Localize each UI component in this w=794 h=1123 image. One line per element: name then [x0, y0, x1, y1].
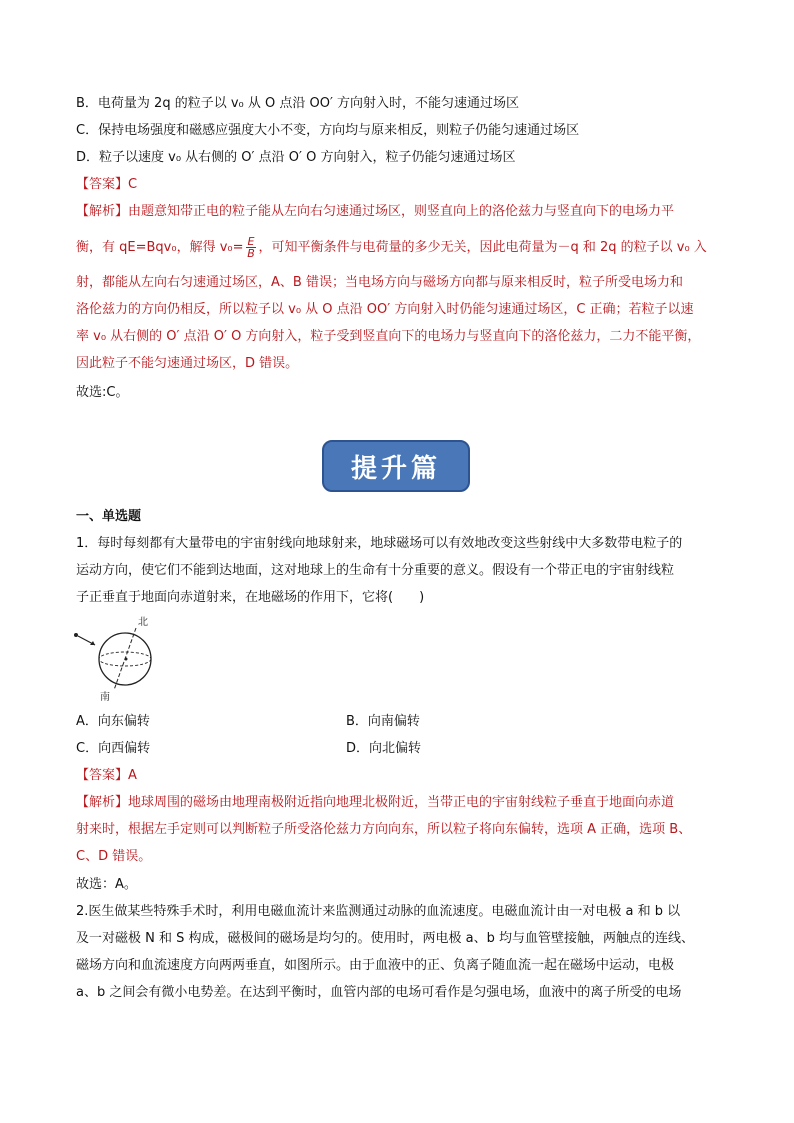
prev-analysis-line1: 【解析】由题意知带正电的粒子能从左向右匀速通过场区，则竖直向上的洛伦兹力与竖直向下的电场力平 — [76, 204, 675, 219]
prev-option-b: B．电荷量为 2q 的粒子以 v₀ 从 O 点沿 OO′ 方向射入时，不能匀速通过场区 — [76, 96, 520, 111]
section-title-banner: 提升篇 — [322, 440, 470, 492]
prev-answer: 【答案】C — [76, 177, 138, 192]
south-label: 南 — [100, 692, 110, 703]
prev-analysis-line4: 洛伦兹力的方向仍相反，所以粒子以 v₀ 从 O 点沿 OO′ 方向射入时仍能匀速通过场区，C 正确；若粒子以速 — [76, 302, 694, 317]
prev-analysis-line3: 射，都能从左向右匀速通过场区，A、B 错误；当电场方向与磁场方向都与原来相反时，粒子所受电场力和 — [76, 275, 683, 290]
north-label: 北 — [138, 617, 148, 628]
q1-analysis-line3: C、D 错误。 — [76, 849, 152, 864]
earth-globe-figure — [70, 614, 180, 704]
section-heading: 一、单选题 — [76, 509, 142, 524]
q1-stem-line3: 子正垂直于地面向赤道射来，在地磁场的作用下，它将( ) — [76, 590, 425, 605]
q1-option-a: A．向东偏转 — [76, 714, 150, 729]
prev-analysis-line2 — [76, 236, 707, 259]
earth-diagram — [70, 614, 180, 708]
q1-option-d: D．向北偏转 — [346, 741, 422, 756]
q1-option-c: C．向西偏转 — [76, 741, 151, 756]
particle-dot — [74, 633, 78, 637]
q2-stem-line3: 磁场方向和血流速度方向两两垂直，如图所示。由于血液中的正、负离子随血流一起在磁场中运动，电极 — [76, 958, 675, 973]
prev-choice: 故选:C。 — [76, 385, 129, 400]
q2-stem-line4: a、b 之间会有微小电势差。在达到平衡时，血管内部的电场可看作是匀强电场，血液中的离子所受的电场 — [76, 985, 682, 1000]
q1-option-b: B．向南偏转 — [346, 714, 420, 729]
q1-stem-line2: 运动方向，使它们不能到达地面，这对地球上的生命有十分重要的意义。假设有一个带正电的宇宙射线粒 — [76, 563, 675, 578]
fraction-numerator: E — [247, 235, 255, 248]
q2-stem-line2: 及一对磁极 N 和 S 构成，磁极间的磁场是均匀的。使用时，两电极 a、b 均与血管壁接触，两触点的连线、 — [76, 931, 694, 946]
q1-stem-line1: 1．每时每刻都有大量带电的宇宙射线向地球射来，地球磁场可以有效地改变这些射线中大多数带电粒子的 — [76, 536, 683, 551]
prev-analysis-line5: 率 v₀ 从右侧的 O′ 点沿 O′ O 方向射入，粒子受到竖直向下的电场力与竖直向下的洛伦兹力，二力不能平衡， — [76, 329, 701, 344]
prev-option-c: C．保持电场强度和磁感应强度大小不变，方向均与原来相反，则粒子仍能匀速通过场区 — [76, 123, 580, 138]
q1-analysis-line1: 【解析】地球周围的磁场由地理南极附近指向地理北极附近，当带正电的宇宙射线粒子垂直于地面向赤道 — [76, 795, 675, 810]
e-over-b-fraction — [246, 236, 257, 259]
prev-analysis-line2-part2: ，可知平衡条件与电荷量的多少无关，因此电荷量为－q 和 2q 的粒子以 v₀ 入 — [258, 240, 707, 255]
q2-stem-line1: 2.医生做某些特殊手术时，利用电磁血流计来监测通过动脉的血流速度。电磁血流计由一对电极 a 和 b 以 — [76, 904, 681, 919]
q1-answer: 【答案】A — [76, 768, 137, 783]
earth-center-dot — [125, 658, 128, 661]
prev-analysis-line6: 因此粒子不能匀速通过场区，D 错误。 — [76, 356, 299, 371]
prev-option-d: D．粒子以速度 v₀ 从右侧的 O′ 点沿 O′ O 方向射入，粒子仍能匀速通过场区 — [76, 150, 516, 165]
fraction-denominator: B — [247, 247, 255, 260]
q1-choice: 故选：A。 — [76, 877, 137, 892]
prev-analysis-line2-part1: 衡，有 qE=Bqv₀，解得 v₀= — [76, 240, 244, 255]
q1-analysis-line2: 射来时，根据左手定则可以判断粒子所受洛伦兹力方向向东，所以粒子将向东偏转，选项 A 正确，选项 B、 — [76, 822, 692, 837]
